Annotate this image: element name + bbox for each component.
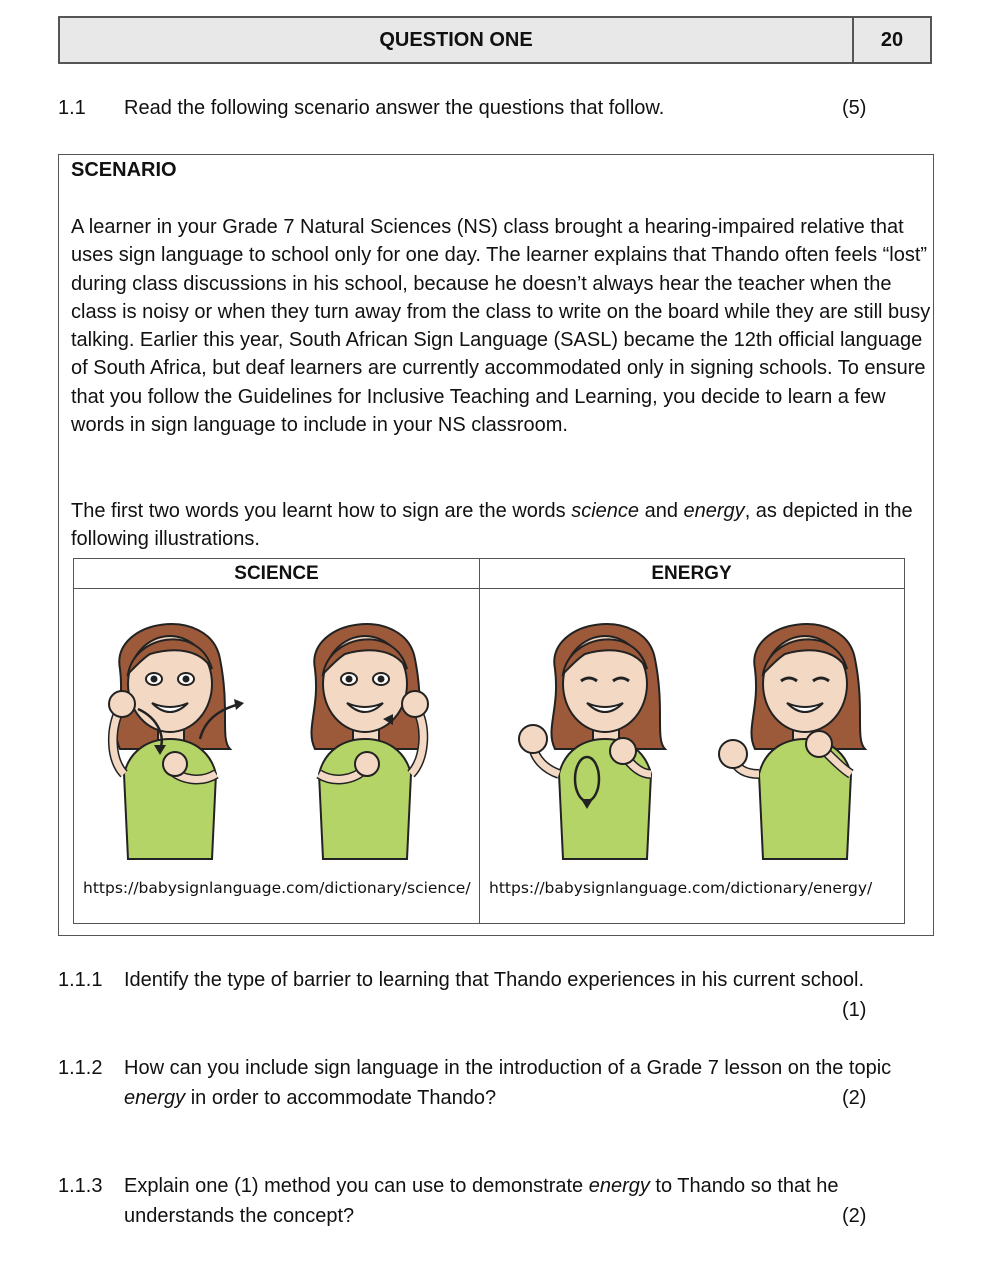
question-marks: (5) <box>842 97 867 119</box>
question-1-1 <box>58 94 938 123</box>
question-1-1-3 <box>58 1171 938 1231</box>
question-marks: (2) <box>842 1205 867 1227</box>
text-b: to Thando so that he understands the concept? <box>124 1175 839 1227</box>
question-number: 1.1.2 <box>58 1057 103 1079</box>
question-marks: (1) <box>842 999 867 1021</box>
science-column <box>74 559 480 923</box>
energy-sign-illustration <box>485 599 897 869</box>
energy-header: ENERGY <box>479 559 904 589</box>
text-a: How can you include sign language in the introduction of a Grade 7 lesson on the topic <box>124 1057 892 1079</box>
sign-illustrations-table <box>73 558 905 924</box>
energy-source-url[interactable]: https://babysignlanguage.com/dictionary/energy/ <box>489 879 873 897</box>
scenario-title: SCENARIO <box>71 159 177 181</box>
text-em: energy <box>588 1175 650 1197</box>
p2-text-c: , as depicted in the following illustrations. <box>71 500 913 551</box>
scenario-paragraph-1: A learner in your Grade 7 Natural Sciences (NS) class brought a hearing-impaired relative that uses sign language to school only for one day. The learner explains that Thando often feels “lost” during class discussions in his school, because he doesn’t always hear the teacher when the class is noisy or when they turn away from the class to write on the board while they are still busy talking. Earlier this year, South African Sign Language (SASL) became the 12th official language of South Africa, but deaf learners are currently accommodated only in signing schools. To ensure that you follow the Guidelines for Inclusive Teaching and Learning, you decide to learn a few words in sign language to include in your NS classroom. <box>71 216 931 437</box>
question-text <box>124 1171 914 1231</box>
science-source-url[interactable]: https://babysignlanguage.com/dictionary/science/ <box>83 879 471 897</box>
energy-column <box>479 559 904 923</box>
question-number: 1.1.1 <box>58 969 103 991</box>
question-marks: (2) <box>842 1087 867 1109</box>
text-b: in order to accommodate Thando? <box>185 1087 497 1109</box>
question-1-1-1 <box>58 965 938 1025</box>
question-total-marks: 20 <box>852 18 930 62</box>
question-text: Identify the type of barrier to learning that Thando experiences in his current school. <box>124 969 865 991</box>
question-title: QUESTION ONE <box>379 29 533 51</box>
science-sign-illustration <box>80 599 472 869</box>
scenario-box <box>58 154 934 936</box>
question-number: 1.1.3 <box>58 1175 103 1197</box>
text-a: Explain one (1) method you can use to demonstrate <box>124 1175 589 1197</box>
scenario-paragraph-2 <box>71 497 931 554</box>
question-1-1-2 <box>58 1053 938 1113</box>
text-em: energy <box>124 1087 186 1109</box>
p2-word-energy: energy <box>683 500 745 522</box>
question-text <box>124 1053 914 1113</box>
p2-text-a: The first two words you learnt how to sign are the words <box>71 500 572 522</box>
p2-word-science: science <box>571 500 640 522</box>
question-number: 1.1 <box>58 97 86 119</box>
science-header: SCIENCE <box>74 559 479 589</box>
p2-text-b: and <box>639 500 684 522</box>
question-text: Read the following scenario answer the questions that follow. <box>124 97 665 119</box>
question-header <box>58 16 932 64</box>
